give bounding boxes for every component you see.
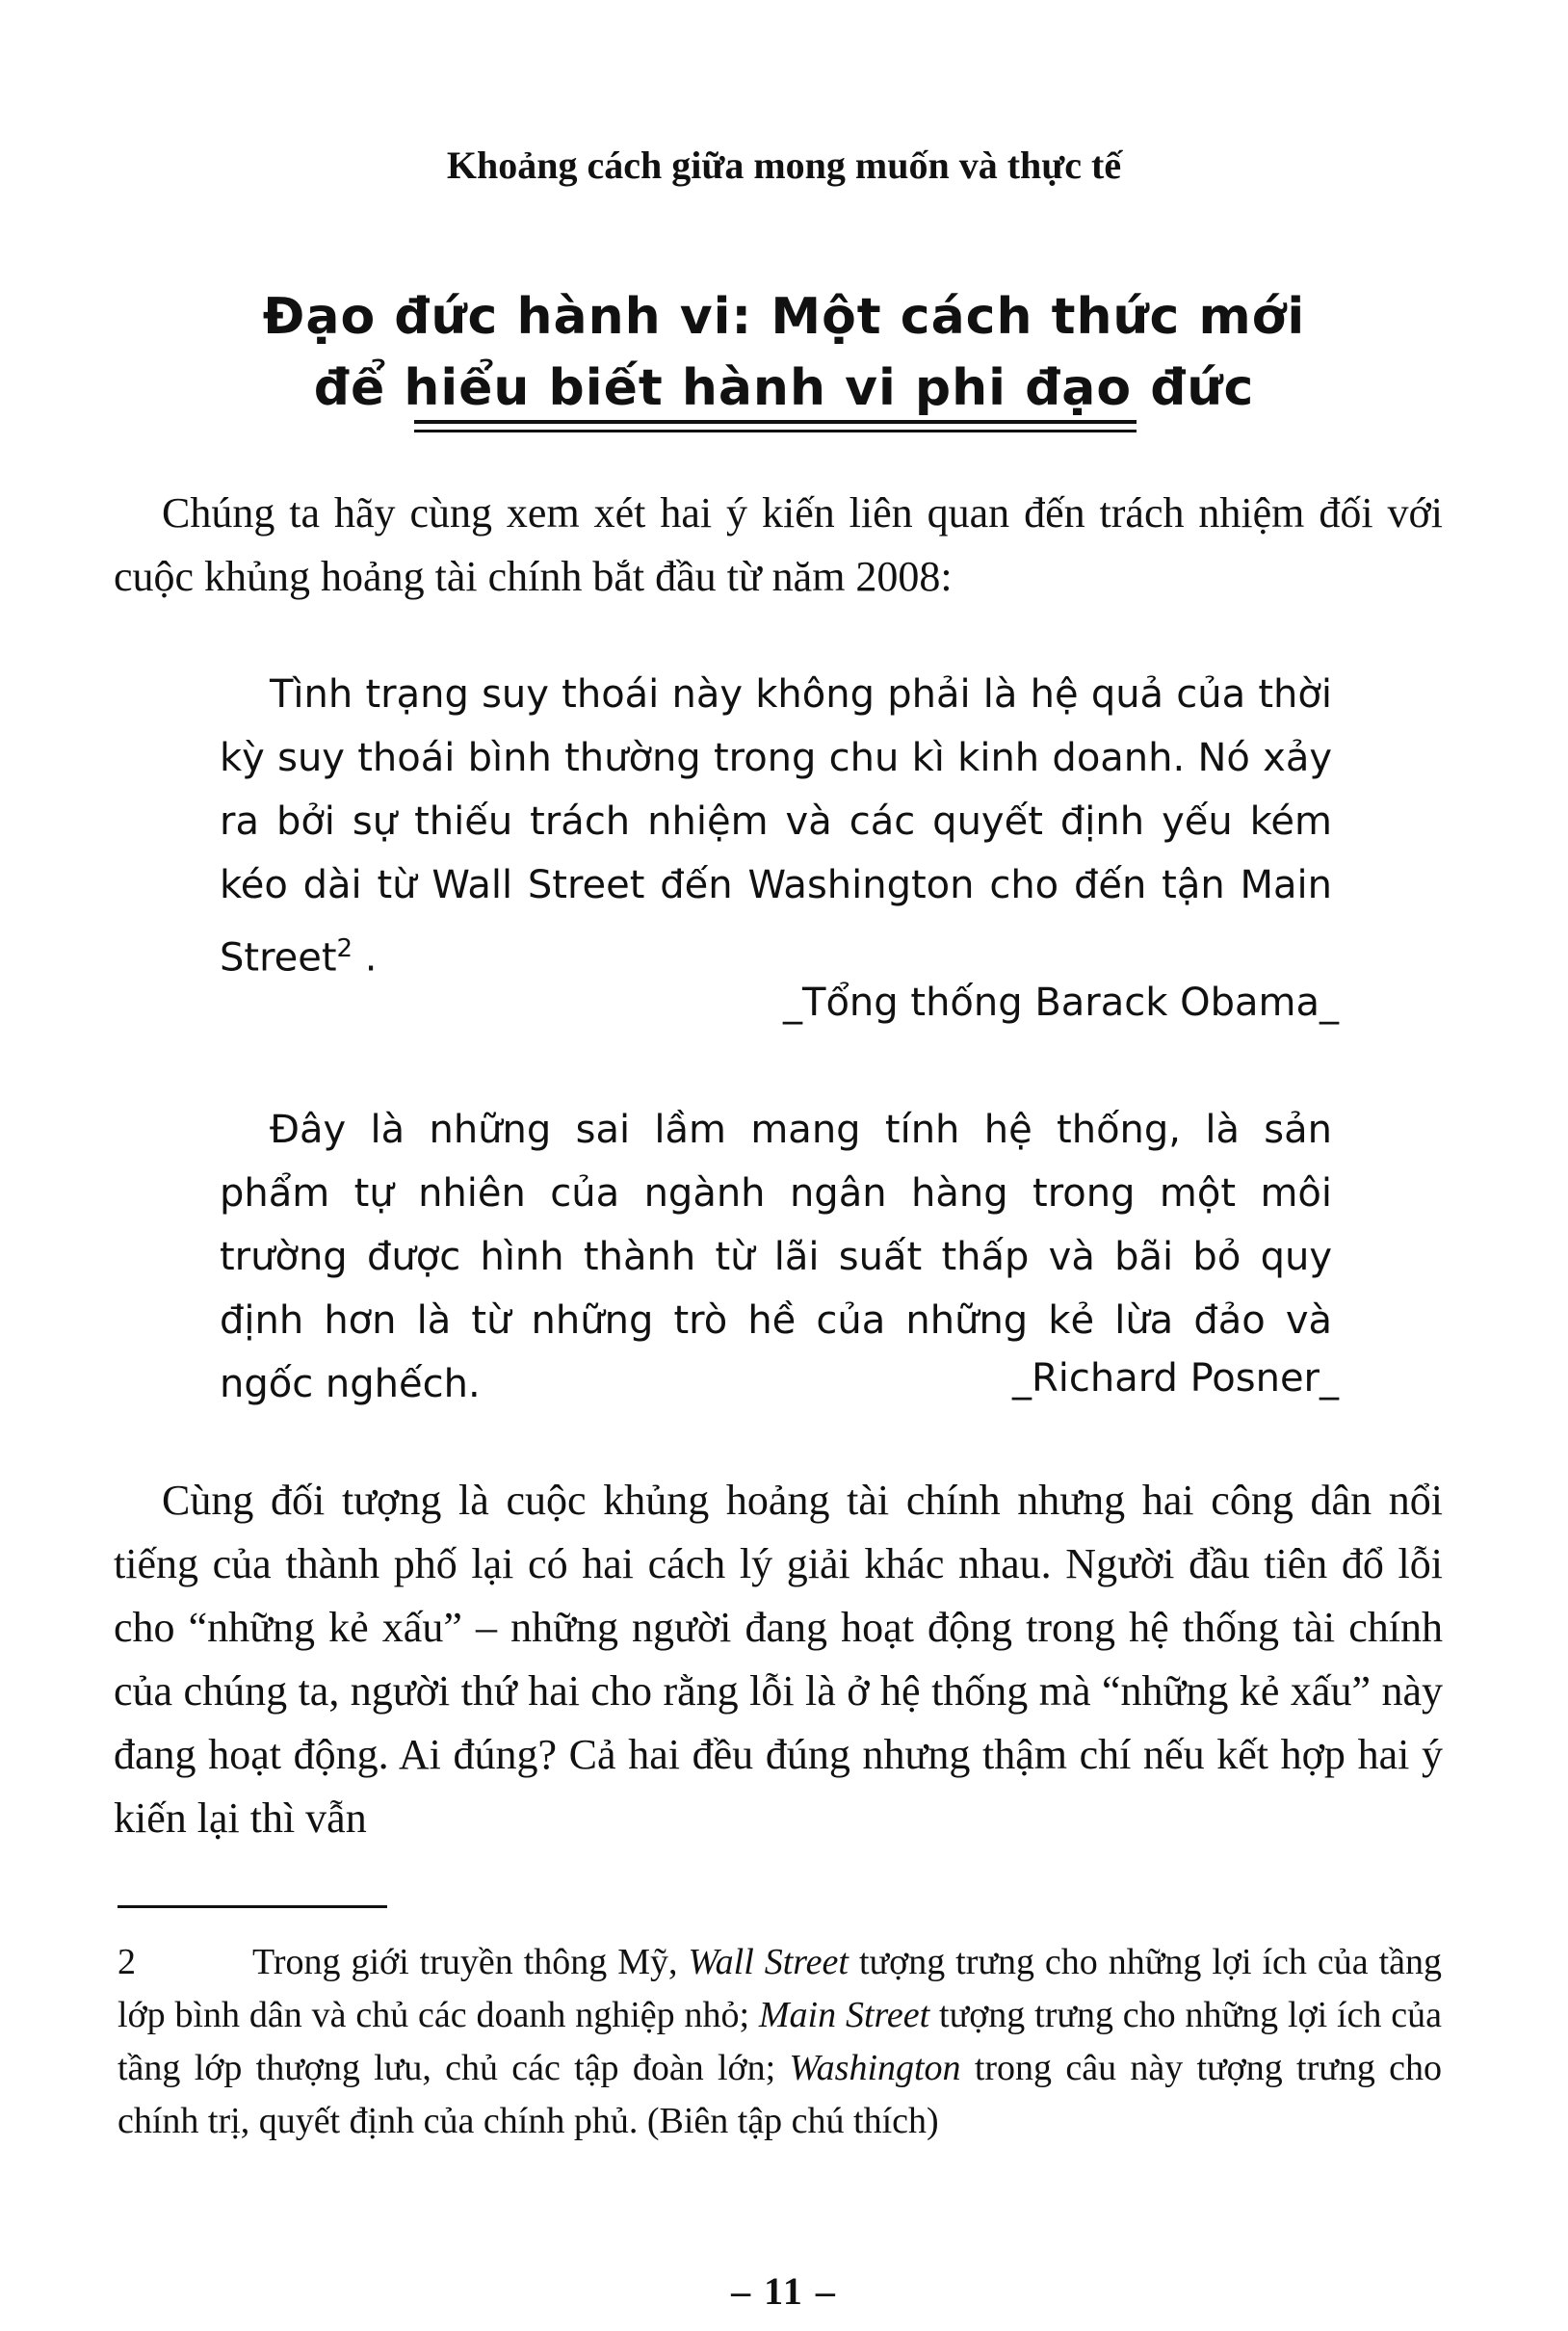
footnote-text: trong câu này tượng trưng cho chính trị, quyết định của chính phủ. (Biên tập chú thích) (118, 2048, 1442, 2141)
footnote-text: tượng trưng cho những lợi ích của tầng lớp thượng lưu, chủ các tập đoàn lớn; (118, 1995, 1443, 2088)
footnote-text: Trong giới truyền thông Mỹ, (252, 1942, 689, 1982)
page-number: – 11 – (731, 2269, 837, 2313)
attribution-posner: _Richard Posner_ (1011, 1356, 1339, 1401)
attribution-obama: _Tổng thống Barack Obama_ (783, 981, 1339, 1025)
running-head: Khoảng cách giữa mong muốn và thực tế (446, 144, 1122, 187)
footnote-number: 2 (118, 1942, 136, 1982)
body-paragraph: Cùng đối tượng là cuộc khủng hoảng tài chính nhưng hai công dân nổi tiếng của thành phố lại có hai cách lý giải khác nhau. Người đầu tiên đổ lỗi cho “những kẻ xấu” – những người đang hoạt động trong hệ thống tài chính của chúng ta, người thứ hai cho rằng lỗi là ở hệ thống mà “những kẻ xấu” này đang hoạt động. Ai đúng? Cả hai đều đúng nhưng thậm chí nếu kết hợp hai ý kiến lại thì vẫn (114, 1477, 1443, 1842)
footnote (118, 1936, 1442, 2148)
quote-obama (220, 663, 1332, 989)
footnote-emphasis: Washington (789, 2048, 961, 2088)
footnote-emphasis: Main Street (758, 1995, 930, 2035)
quote-obama-end: . (353, 935, 378, 981)
chapter-title (0, 281, 1568, 424)
title-double-rule (414, 420, 1137, 432)
quote-posner: Đây là những sai lầm mang tính hệ thống, là sản phẩm tự nhiên của ngành ngân hàng trong một môi trường được hình thành từ lãi suất thấp và bãi bỏ quy định hơn là từ những trò hề của những kẻ lừa đảo và ngốc nghếch. (220, 1108, 1332, 1406)
footnote-emphasis: Wall Street (688, 1942, 849, 1982)
footnote-text: tượng trưng cho những lợi ích của tầng lớp bình dân và chủ các doanh nghiệp nhỏ; (118, 1942, 1443, 2035)
chapter-title-line-1: Đạo đức hành vi: Một cách thức mới (262, 288, 1306, 346)
chapter-title-line-2: để hiểu biết hành vi phi đạo đức (313, 359, 1255, 417)
quote-obama-text: Tình trạng suy thoái này không phải là hệ quả của thời kỳ suy thoái bình thường trong chu kì kinh doanh. Nó xảy ra bởi sự thiếu trách nhiệm và các quyết định yếu kém kéo dài từ Wall Street đến Washington cho đến tận Main Street (220, 672, 1332, 981)
intro-paragraph: Chúng ta hãy cùng xem xét hai ý kiến liên quan đến trách nhiệm đối với cuộc khủng hoảng tài chính bắt đầu từ năm 2008: (114, 489, 1443, 600)
footnote-separator (118, 1905, 387, 1908)
footnote-reference: 2 (336, 934, 353, 963)
